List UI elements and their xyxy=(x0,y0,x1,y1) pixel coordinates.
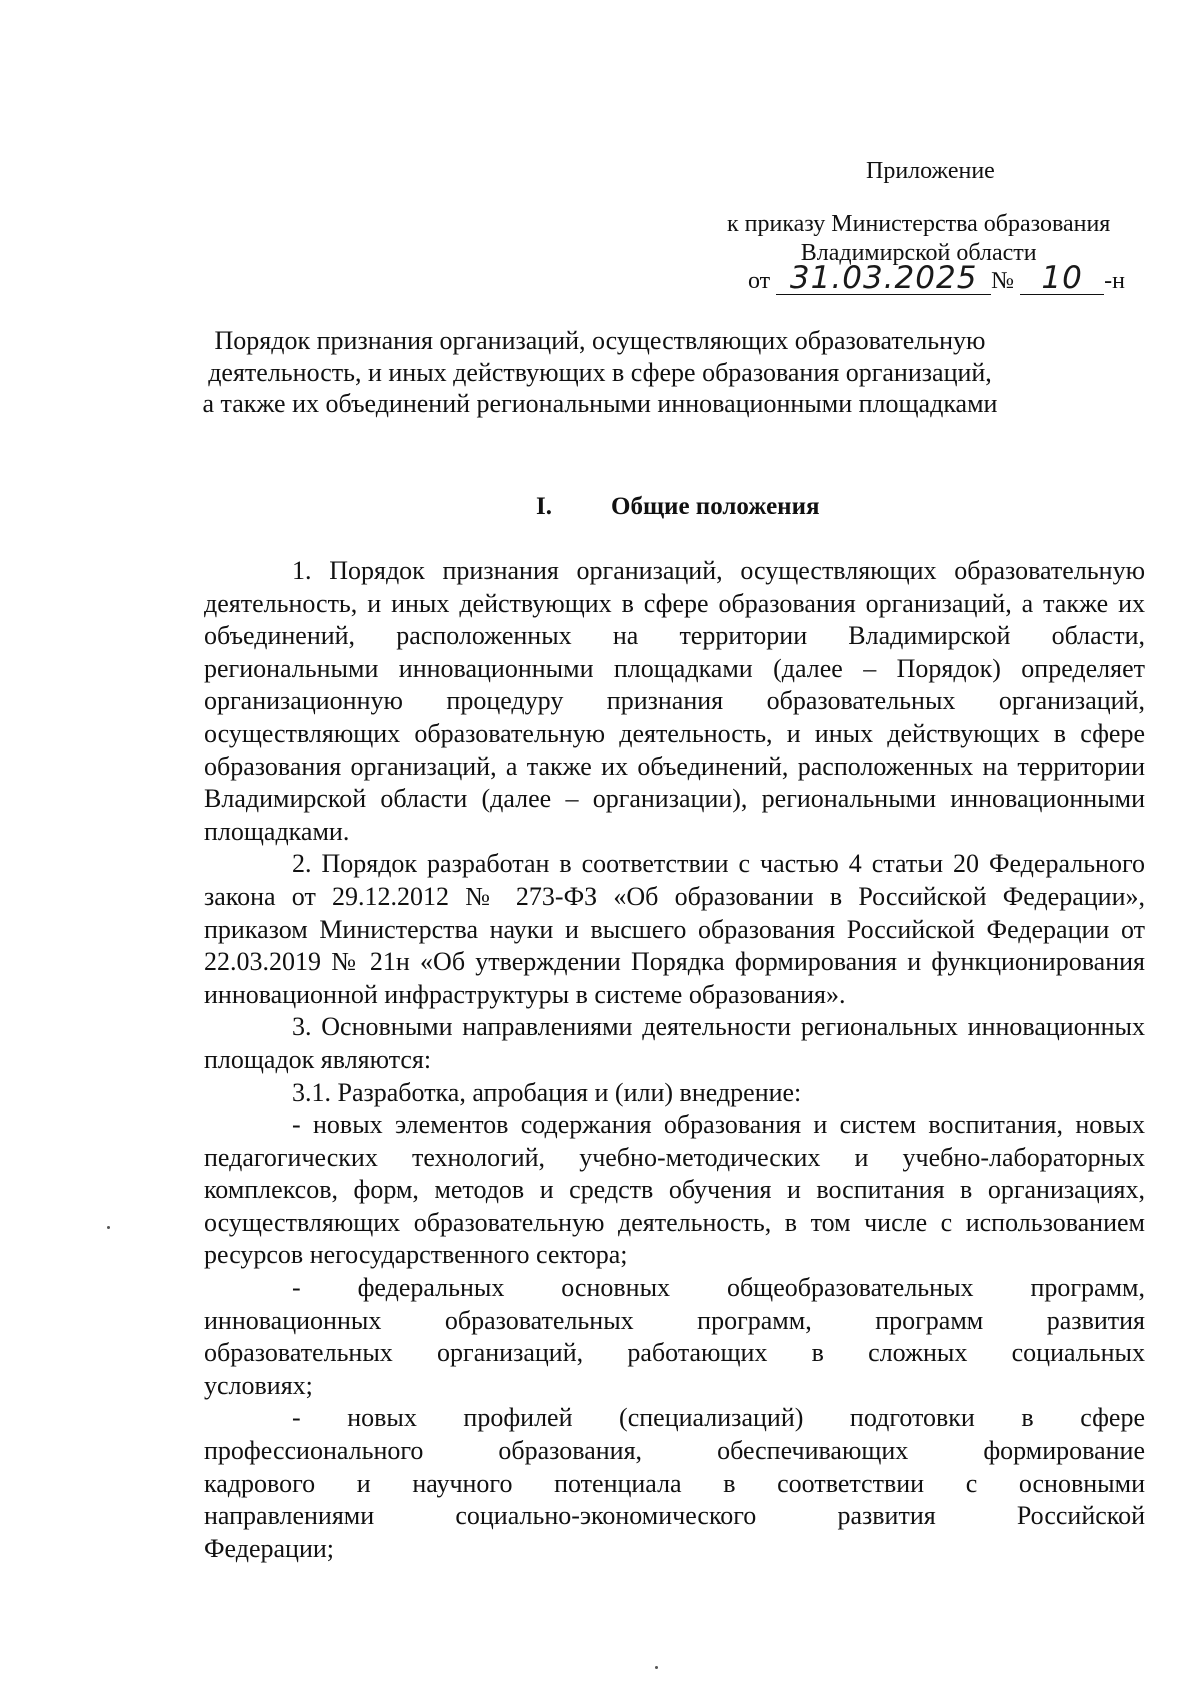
scan-speck xyxy=(655,1666,658,1669)
scan-speck xyxy=(107,1226,110,1229)
order-date-handwritten: 31.03.2025 xyxy=(776,262,991,295)
order-prefix: от xyxy=(748,268,771,294)
paragraph-2: 2. Порядок разработан в соответствии с частью 4 статьи 20 Федерального закона от 29.12.2012 № 273-ФЗ «Об образовании в Российской Федерации», приказом Министерства науки и высшего образования Российской Федерации от 22.03.2019 № 21н «Об утверждении Порядка формирования и функционирования инновационной инфраструктуры в системе образования». xyxy=(204,849,1145,1009)
section-title: Общие положения xyxy=(611,493,820,520)
appendix-ref-line2: Владимирской области xyxy=(800,240,1037,266)
section-number: I. xyxy=(536,493,552,520)
list-item: - новых профилей (специализаций) подготовки в сфере профессионального образования, обеспечивающих формирование кадрового и научного потенциала в соответствии с основными направлениями социально-экономического развития Российской Федерации; xyxy=(204,1403,1145,1563)
appendix-ref-line1: к приказу Министерства образования xyxy=(727,211,1111,237)
paragraph-1: 1. Порядок признания организаций, осуществляющих образовательную деятельность, и иных действующих в сфере образования организаций, а также их объединений, расположенных на территории Владимирской области, региональными инновационными площадками (далее – Порядок) определяет организационную процедуру признания образовательных организаций, осуществляющих образовательную деятельность, и иных действующих в сфере образования организаций, а также их объединений, расположенных на территории Владимирской области (далее – организации), региональными инновационными площадками. xyxy=(204,556,1145,846)
appendix-label: Приложение xyxy=(866,158,995,184)
list-item: - новых элементов содержания образования и систем воспитания, новых педагогических технологий, учебно-методических и учебно-лабораторных комплексов, форм, методов и средств обучения и воспитания в организациях, осуществляющих образовательную деятельность, в том числе с использованием ресурсов негосударственного сектора; xyxy=(204,1110,1145,1270)
order-number-handwritten: 10 xyxy=(1020,262,1104,295)
order-date-number-line xyxy=(748,262,1125,298)
order-number-label: № xyxy=(991,268,1015,294)
paragraph-3-1: 3.1. Разработка, апробация и (или) внедрение: xyxy=(292,1077,802,1107)
paragraph-3: 3. Основными направлениями деятельности региональных инновационных площадок являются: xyxy=(204,1012,1145,1074)
order-suffix: -н xyxy=(1104,268,1125,294)
document-title: Порядок признания организаций, осуществляющих образовательную деятельность, и иных действующих в сфере образования организаций, а также их объединений региональными инновационными площадками xyxy=(202,326,998,418)
body-text xyxy=(204,555,1145,1565)
list-item: - федеральных основных общеобразовательных программ, инновационных образовательных программ, программ развития образовательных организаций, работающих в сложных социальных условиях; xyxy=(204,1273,1145,1400)
section-heading xyxy=(536,491,820,522)
